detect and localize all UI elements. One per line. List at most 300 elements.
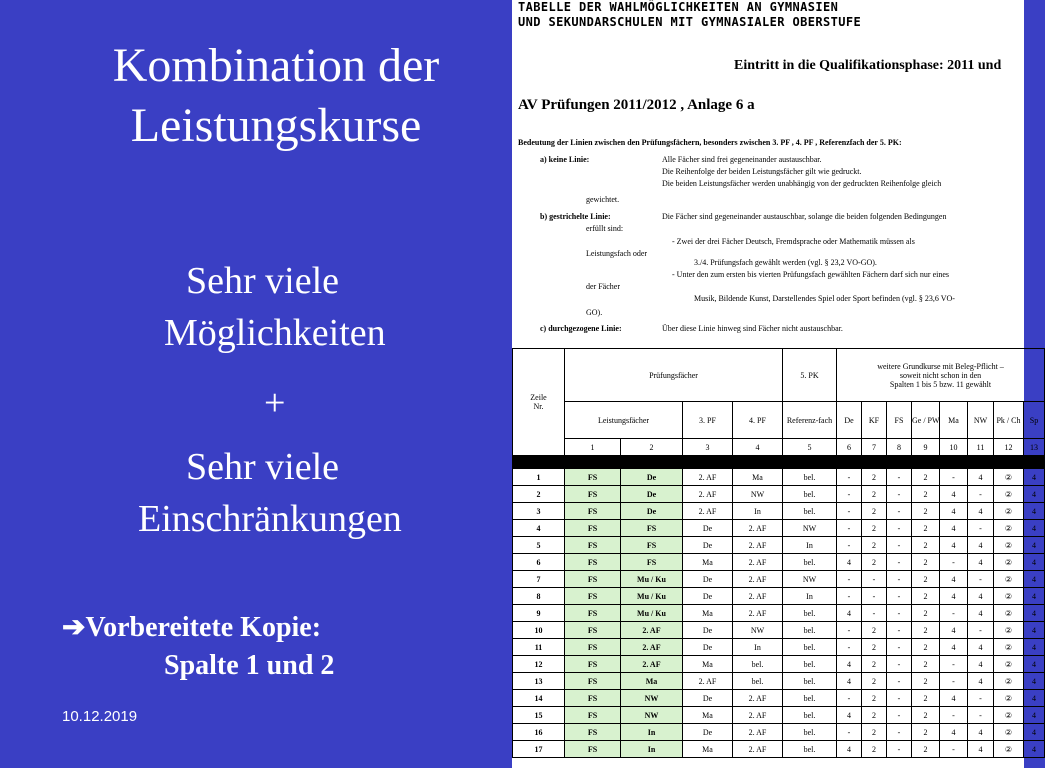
table-cell: FS bbox=[565, 656, 621, 673]
table-cell: 2 bbox=[862, 724, 887, 741]
doc-a4: gewichtet. bbox=[586, 195, 620, 204]
th-col-de: De bbox=[837, 402, 862, 439]
table-cell: 2 bbox=[912, 469, 940, 486]
table-cell: ② bbox=[994, 503, 1024, 520]
doc-b-label: b) gestrichelte Linie: bbox=[540, 212, 611, 221]
table-cell: - bbox=[968, 571, 994, 588]
th-weitere-3: Spalten 1 bis 5 bzw. 11 gewählt bbox=[889, 379, 992, 389]
table-cell: - bbox=[940, 469, 968, 486]
th-ref: Referenz-fach bbox=[783, 402, 837, 439]
table-cell: FS bbox=[621, 554, 683, 571]
table-cell: 2 bbox=[862, 707, 887, 724]
table-row bbox=[513, 707, 1045, 724]
table-cell: 4 bbox=[968, 469, 994, 486]
table-cell: ② bbox=[994, 554, 1024, 571]
table-cell: bel. bbox=[783, 639, 837, 656]
table-cell: FS bbox=[565, 520, 621, 537]
row-number: 14 bbox=[513, 690, 565, 707]
table-cell: In bbox=[783, 588, 837, 605]
table-cell: 4 bbox=[940, 622, 968, 639]
table-cell: - bbox=[940, 605, 968, 622]
th-zeile-text: Zeile bbox=[530, 393, 547, 402]
table-cell: 2 bbox=[912, 486, 940, 503]
table-cell: - bbox=[940, 673, 968, 690]
table-cell: FS bbox=[565, 588, 621, 605]
table-cell: 2 bbox=[912, 622, 940, 639]
table-cell: NW bbox=[621, 690, 683, 707]
table-cell: - bbox=[887, 554, 912, 571]
table-cell: FS bbox=[565, 503, 621, 520]
table-cell: - bbox=[887, 486, 912, 503]
table-cell: ② bbox=[994, 537, 1024, 554]
table-cell: 2 bbox=[912, 673, 940, 690]
column-number: 12 bbox=[994, 439, 1024, 456]
table-cell: 2 bbox=[862, 673, 887, 690]
table-cell: 4 bbox=[1024, 622, 1045, 639]
table-cell: Mu / Ku bbox=[621, 571, 683, 588]
table-cell: - bbox=[887, 503, 912, 520]
doc-av-line: AV Prüfungen 2011/2012 , Anlage 6 a bbox=[518, 97, 755, 113]
table-cell: bel. bbox=[783, 486, 837, 503]
table-cell: 4 bbox=[1024, 520, 1045, 537]
table-cell: Ma bbox=[621, 673, 683, 690]
th-5pk: 5. PK bbox=[783, 349, 837, 402]
table-cell: 4 bbox=[837, 707, 862, 724]
table-cell: 4 bbox=[940, 486, 968, 503]
row-number: 8 bbox=[513, 588, 565, 605]
table-cell: De bbox=[621, 469, 683, 486]
doc-meaning: Bedeutung der Linien zwischen den Prüfungsfächern, besonders zwischen 3. PF , 4. PF , Referenzfach der 5. PK: bbox=[518, 138, 902, 147]
table-cell: - bbox=[837, 503, 862, 520]
row-number: 2 bbox=[513, 486, 565, 503]
table-cell: 2. AF bbox=[733, 537, 783, 554]
table-row bbox=[513, 503, 1045, 520]
table-cell: 4 bbox=[968, 656, 994, 673]
table-cell: 2 bbox=[862, 622, 887, 639]
separator-row bbox=[513, 456, 1045, 469]
doc-b5: 3./4. Prüfungsfach gewählt werden (vgl. § 23,2 VO-GO). bbox=[694, 258, 877, 267]
table-cell: 4 bbox=[968, 503, 994, 520]
column-number: 2 bbox=[621, 439, 683, 456]
slide-date: 10.12.2019 bbox=[62, 708, 138, 725]
doc-b6: - Unter den zum ersten bis vierten Prüfungsfach gewählten Fächern darf sich nur eines bbox=[672, 270, 950, 279]
table-cell: In bbox=[621, 741, 683, 758]
table-cell: 2. AF bbox=[683, 469, 733, 486]
table-row bbox=[513, 622, 1045, 639]
table-cell: In bbox=[783, 537, 837, 554]
table-cell: - bbox=[887, 724, 912, 741]
table-cell: - bbox=[968, 520, 994, 537]
table-row bbox=[513, 724, 1045, 741]
table-cell: - bbox=[862, 588, 887, 605]
row-number: 6 bbox=[513, 554, 565, 571]
th-col-pk: Pk / Ch bbox=[994, 402, 1024, 439]
table-row bbox=[513, 537, 1045, 554]
table-cell: - bbox=[887, 571, 912, 588]
table-cell: 4 bbox=[1024, 605, 1045, 622]
slide-text-panel bbox=[0, 0, 512, 768]
table-cell: NW bbox=[621, 707, 683, 724]
row-number: 11 bbox=[513, 639, 565, 656]
table-cell: - bbox=[887, 673, 912, 690]
doc-a-label: a) keine Linie: bbox=[540, 155, 590, 164]
table-cell: - bbox=[887, 537, 912, 554]
body-line-1b: Möglichkeiten bbox=[164, 312, 386, 354]
table-cell: Ma bbox=[683, 605, 733, 622]
th-lf: Leistungsfächer bbox=[565, 402, 683, 439]
table-row bbox=[513, 486, 1045, 503]
table-cell: ② bbox=[994, 605, 1024, 622]
table-cell: 4 bbox=[940, 690, 968, 707]
doc-entry-line: Eintritt in die Qualifikationsphase: 2011 und bbox=[734, 58, 1002, 73]
body-line-2b: Einschränkungen bbox=[138, 498, 402, 540]
table-cell: NW bbox=[783, 520, 837, 537]
table-cell: De bbox=[683, 690, 733, 707]
body-line-1a: Sehr viele bbox=[186, 260, 340, 302]
table-cell: - bbox=[887, 690, 912, 707]
table-cell: 4 bbox=[940, 503, 968, 520]
title-line-1: Kombination der bbox=[112, 39, 440, 92]
note-line-2: Spalte 1 und 2 bbox=[164, 650, 335, 681]
row-number: 12 bbox=[513, 656, 565, 673]
table-cell: - bbox=[968, 486, 994, 503]
row-number: 7 bbox=[513, 571, 565, 588]
table-cell: De bbox=[683, 639, 733, 656]
table-cell: 2 bbox=[912, 707, 940, 724]
column-number: 5 bbox=[783, 439, 837, 456]
table-cell: bel. bbox=[783, 724, 837, 741]
table-cell: 4 bbox=[1024, 741, 1045, 758]
table-cell: 2 bbox=[912, 588, 940, 605]
table-cell: De bbox=[683, 537, 733, 554]
th-nr-text: Nr. bbox=[533, 402, 544, 411]
table-cell: - bbox=[887, 656, 912, 673]
note-text-1: Vorbereitete Kopie: bbox=[85, 612, 322, 643]
table-cell: - bbox=[887, 707, 912, 724]
table-cell: ② bbox=[994, 486, 1024, 503]
column-number: 10 bbox=[940, 439, 968, 456]
choice-table bbox=[512, 348, 1039, 768]
table-cell: 2 bbox=[912, 639, 940, 656]
table-cell: NW bbox=[783, 571, 837, 588]
table-cell: - bbox=[940, 656, 968, 673]
table-cell: - bbox=[862, 605, 887, 622]
th-col-kf: KF bbox=[862, 402, 887, 439]
doc-b3: - Zwei der drei Fächer Deutsch, Fremdsprache oder Mathematik müssen als bbox=[672, 237, 915, 246]
table-cell: 2 bbox=[862, 503, 887, 520]
table-row bbox=[513, 554, 1045, 571]
column-number: 11 bbox=[968, 439, 994, 456]
table-cell: - bbox=[887, 605, 912, 622]
table-cell: De bbox=[683, 724, 733, 741]
table-cell: 4 bbox=[837, 673, 862, 690]
table-cell: 4 bbox=[968, 588, 994, 605]
table-cell: 4 bbox=[968, 673, 994, 690]
table-cell: Mu / Ku bbox=[621, 605, 683, 622]
table-cell: 4 bbox=[968, 605, 994, 622]
table-body bbox=[513, 469, 1045, 758]
table-cell: NW bbox=[733, 486, 783, 503]
table-cell: - bbox=[940, 741, 968, 758]
table-cell: 2 bbox=[862, 656, 887, 673]
table-cell: - bbox=[887, 741, 912, 758]
table-cell: bel. bbox=[783, 741, 837, 758]
table-row bbox=[513, 673, 1045, 690]
row-number: 16 bbox=[513, 724, 565, 741]
table-row bbox=[513, 469, 1045, 486]
table-cell: bel. bbox=[783, 690, 837, 707]
table-cell: 4 bbox=[1024, 571, 1045, 588]
table-cell: bel. bbox=[783, 622, 837, 639]
table-cell: 2 bbox=[912, 520, 940, 537]
doc-b4: Leistungsfach oder bbox=[586, 249, 648, 258]
table-cell: - bbox=[837, 622, 862, 639]
table-cell: 4 bbox=[1024, 673, 1045, 690]
table-cell: FS bbox=[565, 486, 621, 503]
table-cell: 4 bbox=[1024, 588, 1045, 605]
table-cell: 2 bbox=[912, 537, 940, 554]
table-cell: NW bbox=[733, 622, 783, 639]
table-cell: 2. AF bbox=[733, 571, 783, 588]
row-number: 13 bbox=[513, 673, 565, 690]
table-cell: 4 bbox=[1024, 690, 1045, 707]
table-cell: FS bbox=[565, 537, 621, 554]
row-number: 4 bbox=[513, 520, 565, 537]
column-number: 13 bbox=[1024, 439, 1045, 456]
table-cell: bel. bbox=[783, 469, 837, 486]
th-4pf: 4. PF bbox=[733, 402, 783, 439]
table-cell: 2. AF bbox=[683, 503, 733, 520]
title-line-2: Leistungskurse bbox=[130, 99, 422, 152]
table-cell: 4 bbox=[940, 639, 968, 656]
table-cell: bel. bbox=[783, 673, 837, 690]
table-cell: - bbox=[968, 707, 994, 724]
row-number: 5 bbox=[513, 537, 565, 554]
table-cell: ② bbox=[994, 469, 1024, 486]
table-cell: FS bbox=[621, 520, 683, 537]
th-col-ma: Ma bbox=[940, 402, 968, 439]
table-row bbox=[513, 520, 1045, 537]
table-cell: - bbox=[968, 622, 994, 639]
table-cell: De bbox=[683, 571, 733, 588]
th-col-fs: FS bbox=[887, 402, 912, 439]
table-cell: - bbox=[837, 690, 862, 707]
table-cell: FS bbox=[565, 554, 621, 571]
table-cell: 4 bbox=[940, 571, 968, 588]
th-zeile bbox=[513, 349, 565, 456]
table-row bbox=[513, 605, 1045, 622]
table-cell: FS bbox=[565, 639, 621, 656]
th-col-nw: NW bbox=[968, 402, 994, 439]
column-number: 7 bbox=[862, 439, 887, 456]
table-cell: ② bbox=[994, 622, 1024, 639]
doc-heading bbox=[518, 0, 861, 30]
table-cell: 2 bbox=[912, 554, 940, 571]
table-cell: 4 bbox=[968, 724, 994, 741]
table-cell: In bbox=[621, 724, 683, 741]
table-cell: bel. bbox=[783, 503, 837, 520]
table-cell: 2. AF bbox=[733, 724, 783, 741]
column-number: 4 bbox=[733, 439, 783, 456]
arrow-icon: ➔ bbox=[62, 612, 86, 643]
body-line-2a: Sehr viele bbox=[186, 446, 340, 488]
table-cell: 4 bbox=[1024, 503, 1045, 520]
table-cell: 2. AF bbox=[683, 486, 733, 503]
table-cell: 4 bbox=[837, 656, 862, 673]
column-number: 8 bbox=[887, 439, 912, 456]
table-cell: FS bbox=[565, 673, 621, 690]
table-cell: - bbox=[968, 690, 994, 707]
table-cell: FS bbox=[565, 469, 621, 486]
table-cell: 2. AF bbox=[621, 622, 683, 639]
table-cell: - bbox=[940, 554, 968, 571]
table-cell: 4 bbox=[1024, 469, 1045, 486]
table-cell: - bbox=[837, 469, 862, 486]
doc-b8: Musik, Bildende Kunst, Darstellendes Spiel oder Sport befinden (vgl. § 23,6 VO- bbox=[694, 294, 955, 303]
row-number: 10 bbox=[513, 622, 565, 639]
table-cell: 2 bbox=[862, 639, 887, 656]
table-cell: 2. AF bbox=[733, 690, 783, 707]
table-row bbox=[513, 639, 1045, 656]
th-pruef: Prüfungsfächer bbox=[565, 349, 783, 402]
table-cell: bel. bbox=[783, 554, 837, 571]
table-cell: De bbox=[621, 486, 683, 503]
table-cell: FS bbox=[621, 537, 683, 554]
table-cell: FS bbox=[565, 571, 621, 588]
table-cell: 2. AF bbox=[683, 673, 733, 690]
table-cell: 2 bbox=[862, 537, 887, 554]
table-cell: - bbox=[940, 707, 968, 724]
row-number: 15 bbox=[513, 707, 565, 724]
table-cell: De bbox=[683, 588, 733, 605]
row-number: 3 bbox=[513, 503, 565, 520]
table-cell: - bbox=[837, 520, 862, 537]
table-cell: 4 bbox=[1024, 537, 1045, 554]
th-weitere-1: weitere Grundkurse mit Beleg-Pflicht – bbox=[877, 361, 1004, 371]
table-cell: ② bbox=[994, 673, 1024, 690]
table-row bbox=[513, 588, 1045, 605]
table-cell: 2 bbox=[912, 503, 940, 520]
doc-heading-line-2: UND SEKUNDARSCHULEN MIT GYMNASIALER OBERSTUFE bbox=[518, 15, 862, 29]
table-cell: - bbox=[862, 571, 887, 588]
table-cell: bel. bbox=[733, 673, 783, 690]
table-cell: ② bbox=[994, 588, 1024, 605]
table-cell: - bbox=[837, 486, 862, 503]
table-cell: FS bbox=[565, 741, 621, 758]
table-cell: ② bbox=[994, 571, 1024, 588]
table-row bbox=[513, 571, 1045, 588]
table-cell: 4 bbox=[968, 741, 994, 758]
table-cell: 4 bbox=[837, 605, 862, 622]
table-cell: 2 bbox=[862, 741, 887, 758]
table-cell: 2. AF bbox=[733, 520, 783, 537]
table-cell: 2 bbox=[912, 656, 940, 673]
table-cell: Ma bbox=[683, 554, 733, 571]
row-number: 9 bbox=[513, 605, 565, 622]
table-row bbox=[513, 656, 1045, 673]
table-cell: 2 bbox=[862, 486, 887, 503]
table-cell: FS bbox=[565, 724, 621, 741]
doc-b9: GO). bbox=[586, 308, 603, 317]
table-cell: Ma bbox=[683, 741, 733, 758]
column-number: 1 bbox=[565, 439, 621, 456]
th-3pf: 3. PF bbox=[683, 402, 733, 439]
column-number-row bbox=[513, 439, 1045, 456]
table-cell: bel. bbox=[783, 707, 837, 724]
table-cell: ② bbox=[994, 639, 1024, 656]
table-cell: ② bbox=[994, 520, 1024, 537]
table-cell: 4 bbox=[940, 588, 968, 605]
table-cell: 2 bbox=[912, 605, 940, 622]
table-cell: 2 bbox=[862, 690, 887, 707]
table-cell: bel. bbox=[783, 656, 837, 673]
doc-heading-line-1: TABELLE DER WAHLMÖGLICHKEITEN AN GYMNASIEN bbox=[518, 0, 839, 14]
table-row bbox=[513, 741, 1045, 758]
choice-table-grid bbox=[512, 348, 1045, 758]
table-cell: - bbox=[887, 469, 912, 486]
separator-cell bbox=[513, 456, 1045, 469]
table-cell: 4 bbox=[837, 741, 862, 758]
table-cell: ② bbox=[994, 690, 1024, 707]
th-col-ge: Ge / PW bbox=[912, 402, 940, 439]
doc-a2: Die Reihenfolge der beiden Leistungsfächer gilt wie gedruckt. bbox=[662, 167, 862, 176]
table-cell: 4 bbox=[940, 520, 968, 537]
table-cell: 2. AF bbox=[733, 707, 783, 724]
table-cell: Ma bbox=[733, 469, 783, 486]
table-cell: - bbox=[837, 639, 862, 656]
table-cell: Mu / Ku bbox=[621, 588, 683, 605]
table-cell: 2 bbox=[862, 469, 887, 486]
note-line-1 bbox=[62, 610, 321, 644]
doc-b7: der Fächer bbox=[586, 282, 620, 291]
table-cell: De bbox=[621, 503, 683, 520]
table-cell: 2. AF bbox=[733, 605, 783, 622]
table-cell: FS bbox=[565, 707, 621, 724]
table-cell: - bbox=[837, 724, 862, 741]
table-cell: - bbox=[837, 537, 862, 554]
table-cell: De bbox=[683, 520, 733, 537]
table-cell: - bbox=[887, 588, 912, 605]
table-cell: 2 bbox=[862, 520, 887, 537]
table-cell: bel. bbox=[783, 605, 837, 622]
table-cell: - bbox=[837, 588, 862, 605]
table-cell: - bbox=[837, 571, 862, 588]
table-cell: 4 bbox=[1024, 639, 1045, 656]
table-cell: 4 bbox=[968, 554, 994, 571]
table-cell: FS bbox=[565, 690, 621, 707]
table-cell: 4 bbox=[968, 537, 994, 554]
table-cell: FS bbox=[565, 605, 621, 622]
table-cell: 2. AF bbox=[621, 656, 683, 673]
table-cell: 2. AF bbox=[733, 588, 783, 605]
table-cell: 4 bbox=[968, 639, 994, 656]
table-cell: In bbox=[733, 639, 783, 656]
doc-a3: Die beiden Leistungsfächer werden unabhängig von der gedruckten Reihenfolge gleich bbox=[662, 179, 942, 188]
row-number: 17 bbox=[513, 741, 565, 758]
table-cell: Ma bbox=[683, 707, 733, 724]
table-cell: 4 bbox=[1024, 707, 1045, 724]
column-number: 3 bbox=[683, 439, 733, 456]
table-cell: bel. bbox=[733, 656, 783, 673]
table-cell: 2 bbox=[912, 571, 940, 588]
table-cell: - bbox=[887, 520, 912, 537]
table-cell: 2. AF bbox=[621, 639, 683, 656]
column-number: 6 bbox=[837, 439, 862, 456]
table-cell: 4 bbox=[1024, 724, 1045, 741]
table-cell: 2 bbox=[862, 554, 887, 571]
table-cell: 2 bbox=[912, 690, 940, 707]
table-cell: 2. AF bbox=[733, 741, 783, 758]
